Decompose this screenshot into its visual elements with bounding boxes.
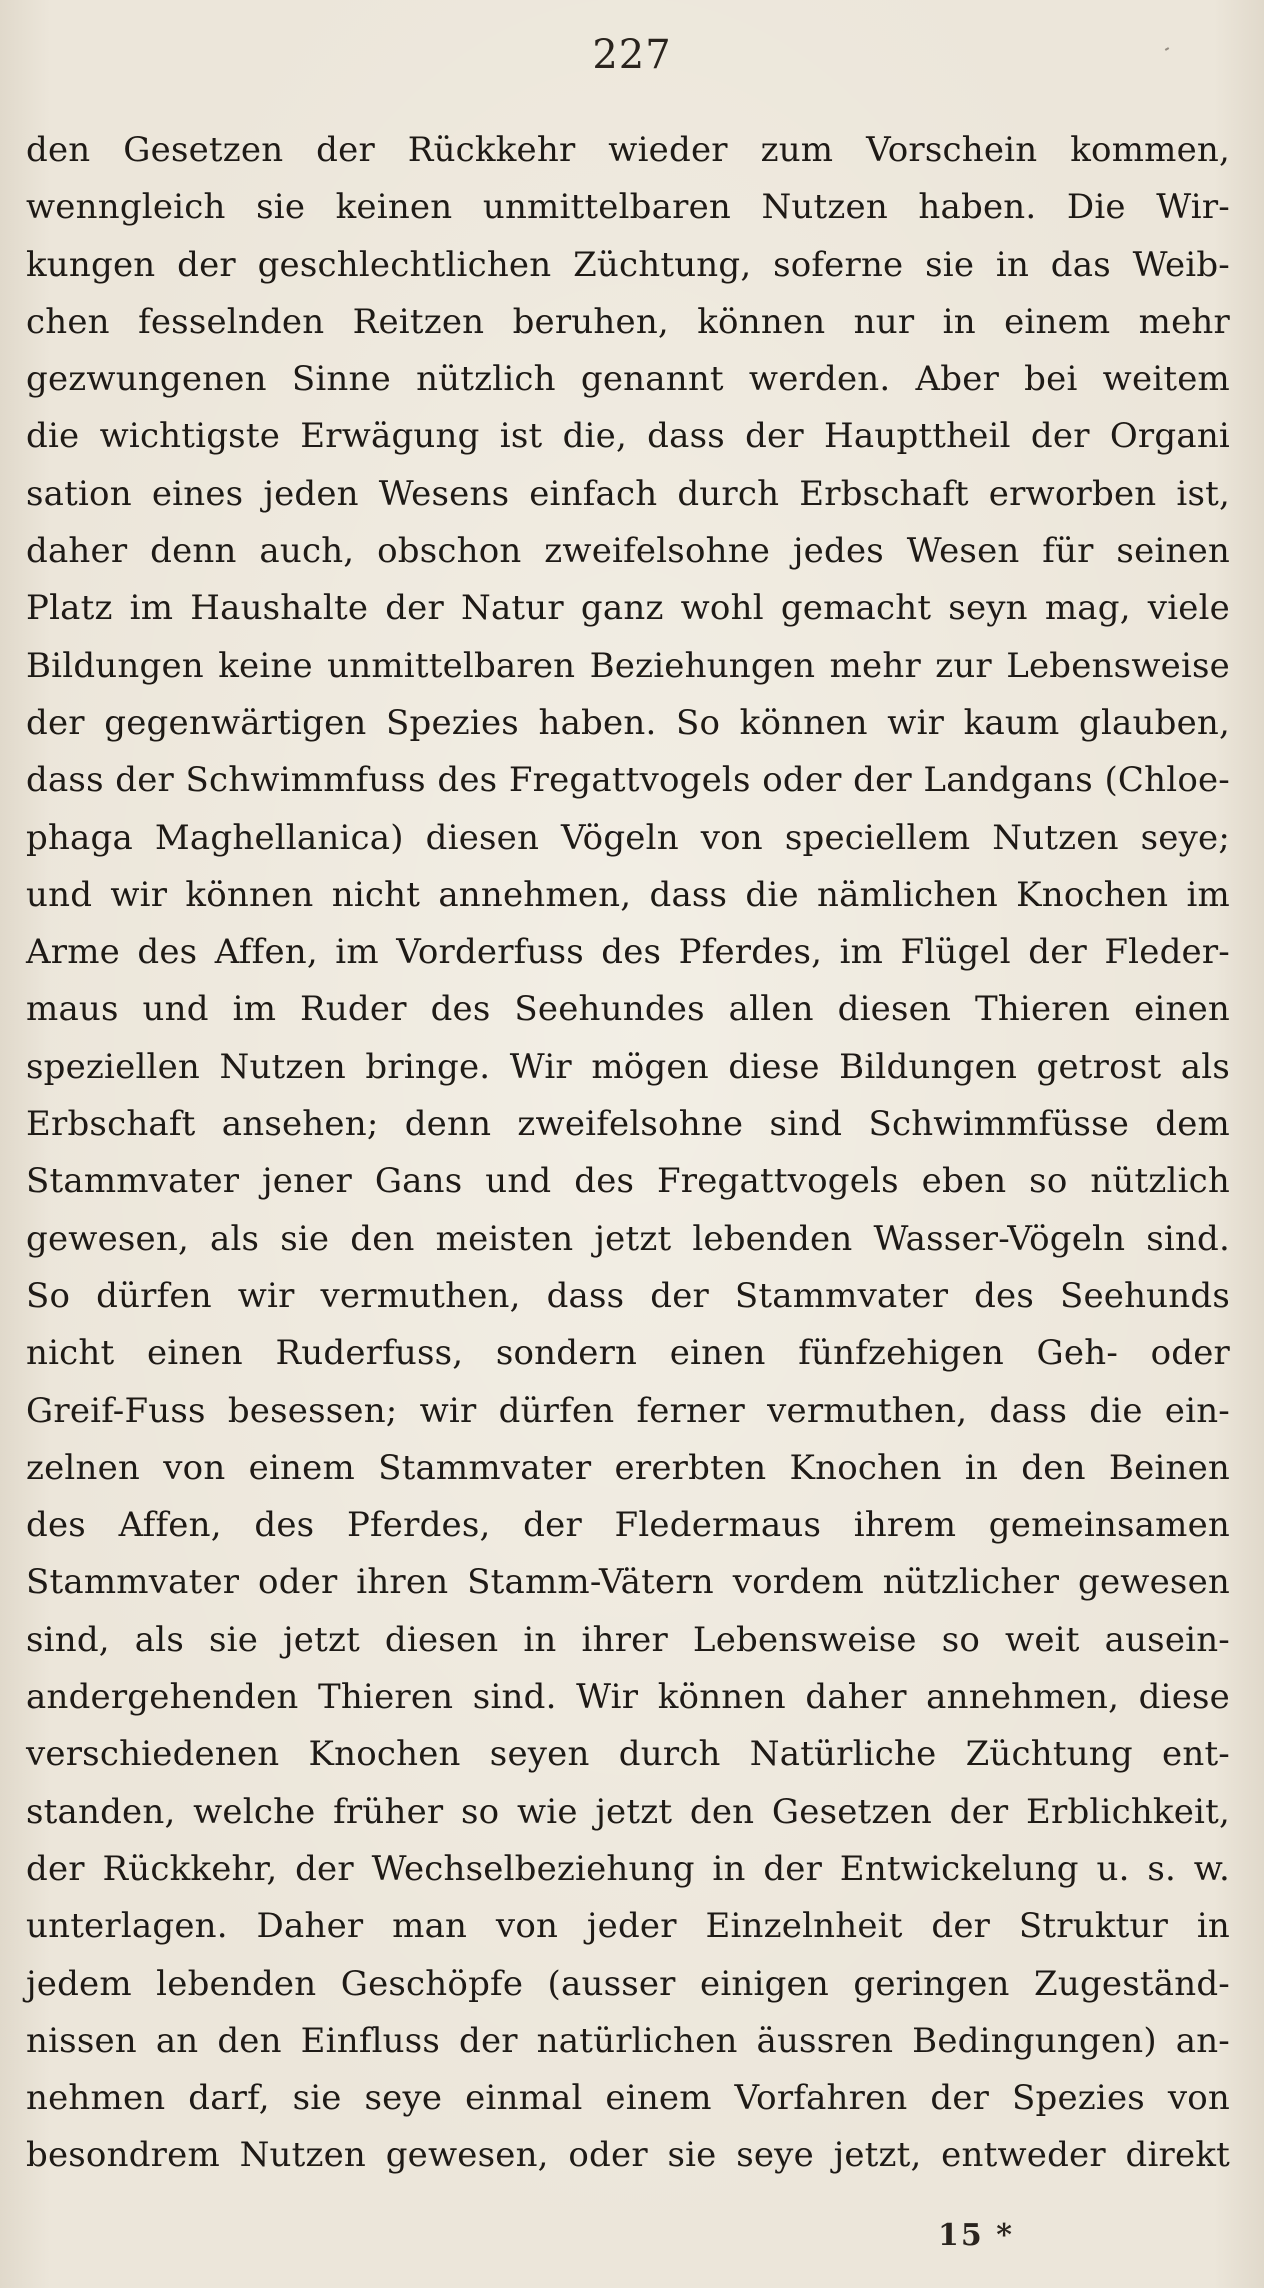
text-line: der gegenwärtigen Spezies haben. So können wir kaum glauben, — [26, 702, 1230, 743]
text-line: So dürfen wir vermuthen, dass der Stammvater des Seehunds — [26, 1275, 1230, 1316]
text-line: Stammvater jener Gans und des Fregattvogels eben so nützlich — [26, 1161, 1230, 1202]
text-line: Platz im Haushalte der Natur ganz wohl gemacht seyn mag, viele — [26, 588, 1230, 629]
text-line: standen, welche früher so wie jetzt den Gesetzen der Erblichkeit, — [26, 1791, 1230, 1832]
text-line: wenngleich sie keinen unmittelbaren Nutzen haben. Die Wir- — [26, 187, 1230, 228]
text-line: Greif-Fuss besessen; wir dürfen ferner vermuthen, dass die ein- — [26, 1390, 1230, 1431]
text-line: chen fesselnden Reitzen beruhen, können nur in einem mehr — [26, 301, 1230, 342]
text-line: unterlagen. Daher man von jeder Einzelnheit der Struktur in — [26, 1906, 1230, 1947]
text-line: gewesen, als sie den meisten jetzt lebenden Wasser-Vögeln sind. — [26, 1218, 1230, 1259]
text-line: nicht einen Ruderfuss, sondern einen fünfzehigen Geh- oder — [26, 1333, 1230, 1374]
text-line: maus und im Ruder des Seehundes allen diesen Thieren einen — [26, 989, 1230, 1030]
text-line: andergehenden Thieren sind. Wir können daher annehmen, diese — [26, 1677, 1230, 1718]
text-line: sation eines jeden Wesens einfach durch Erbschaft erworben ist, — [26, 473, 1230, 514]
signature-mark: 15 * — [938, 2218, 1014, 2253]
text-line: Bildungen keine unmittelbaren Beziehungen mehr zur Lebensweise — [26, 645, 1230, 686]
text-line: Stammvater oder ihren Stamm-Vätern vordem nützlicher gewesen — [26, 1562, 1230, 1603]
text-line: nissen an den Einfluss der natürlichen äussren Bedingungen) an- — [26, 2020, 1230, 2061]
text-line: der Rückkehr, der Wechselbeziehung in der Entwickelung u. s. w. — [26, 1848, 1230, 1889]
text-line: nehmen darf, sie seye einmal einem Vorfahren der Spezies von — [26, 2078, 1230, 2119]
text-line: die wichtigste Erwägung ist die, dass der Haupttheil der Organi — [26, 416, 1230, 457]
text-line: zelnen von einem Stammvater ererbten Knochen in den Beinen — [26, 1447, 1230, 1488]
text-line: sind, als sie jetzt diesen in ihrer Lebensweise so weit ausein- — [26, 1619, 1230, 1660]
text-line: besondrem Nutzen gewesen, oder sie seye jetzt, entweder direkt — [26, 2135, 1230, 2176]
body-text — [26, 122, 1230, 2185]
text-line: gezwungenen Sinne nützlich genannt werden. Aber bei weitem — [26, 359, 1230, 400]
text-line: dass der Schwimmfuss des Fregattvogels oder der Landgans (Chloe- — [26, 760, 1230, 801]
text-line: jedem lebenden Geschöpfe (ausser einigen geringen Zugeständ- — [26, 1963, 1230, 2004]
text-line: des Affen, des Pferdes, der Fledermaus ihrem gemeinsamen — [26, 1505, 1230, 1546]
text-line: speziellen Nutzen bringe. Wir mögen diese Bildungen getrost als — [26, 1046, 1230, 1087]
text-line: daher denn auch, obschon zweifelsohne jedes Wesen für seinen — [26, 531, 1230, 572]
text-line: und wir können nicht annehmen, dass die nämlichen Knochen im — [26, 874, 1230, 915]
text-line: den Gesetzen der Rückkehr wieder zum Vorschein kommen, — [26, 130, 1230, 170]
text-line: phaga Maghellanica) diesen Vögeln von speciellem Nutzen seye; — [26, 817, 1230, 858]
page-number: 227 — [592, 32, 672, 78]
text-line: kungen der geschlechtlichen Züchtung, soferne sie in das Weib- — [26, 244, 1230, 285]
text-line: Arme des Affen, im Vorderfuss des Pferdes, im Flügel der Fleder- — [26, 932, 1230, 973]
text-line: verschiedenen Knochen seyen durch Natürliche Züchtung ent- — [26, 1734, 1230, 1775]
text-line: Erbschaft ansehen; denn zweifelsohne sind Schwimmfüsse dem — [26, 1104, 1230, 1145]
